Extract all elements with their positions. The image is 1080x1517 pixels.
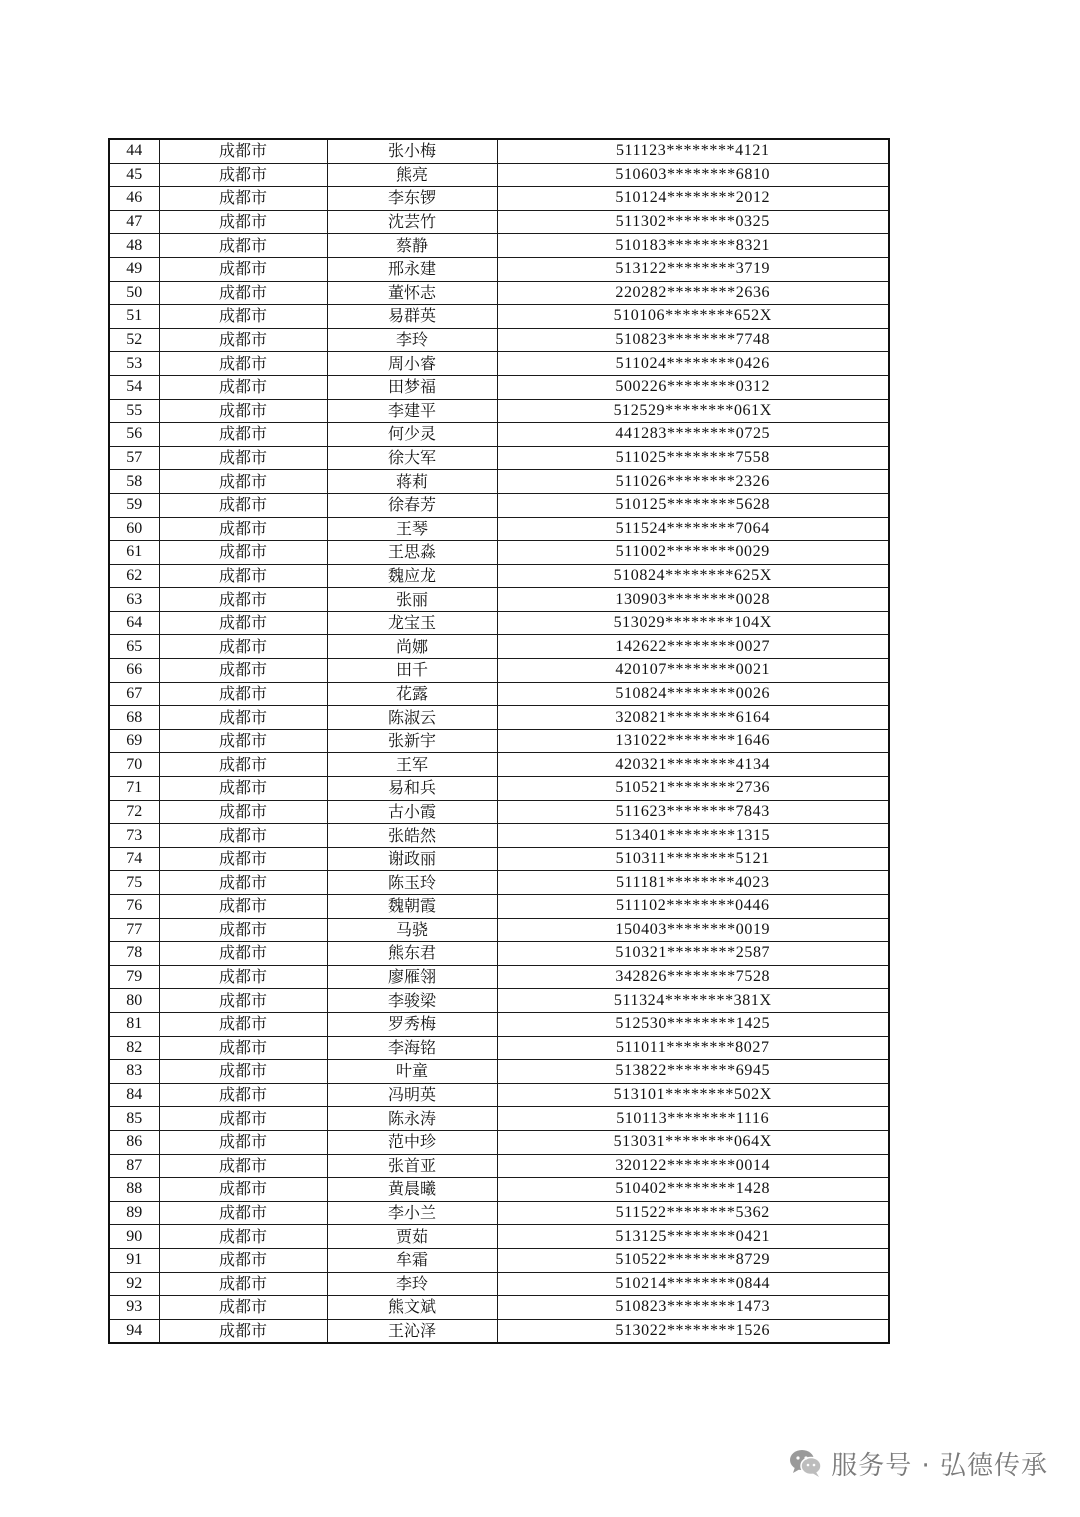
name-cell: 叶童 (327, 1060, 497, 1084)
name-cell: 牟霜 (327, 1248, 497, 1272)
row-number: 76 (109, 895, 159, 919)
table-row (109, 564, 889, 588)
name-cell: 王思淼 (327, 541, 497, 565)
name-cell: 张皓然 (327, 824, 497, 848)
table-row (109, 1248, 889, 1272)
city-cell: 成都市 (159, 541, 327, 565)
table-row (109, 824, 889, 848)
row-number: 54 (109, 375, 159, 399)
row-number: 63 (109, 588, 159, 612)
city-cell: 成都市 (159, 777, 327, 801)
city-cell: 成都市 (159, 399, 327, 423)
id-number-cell: 510321********2587 (497, 942, 889, 966)
name-cell: 周小睿 (327, 352, 497, 376)
name-cell: 董怀志 (327, 281, 497, 305)
row-number: 58 (109, 470, 159, 494)
table-row (109, 1107, 889, 1131)
city-cell: 成都市 (159, 965, 327, 989)
id-number-cell: 510124********2012 (497, 187, 889, 211)
city-cell: 成都市 (159, 1296, 327, 1320)
city-cell: 成都市 (159, 895, 327, 919)
name-cell: 陈淑云 (327, 706, 497, 730)
table-row (109, 493, 889, 517)
city-cell: 成都市 (159, 871, 327, 895)
city-cell: 成都市 (159, 375, 327, 399)
name-cell: 熊东君 (327, 942, 497, 966)
id-number-cell: 441283********0725 (497, 423, 889, 447)
name-cell: 尚娜 (327, 635, 497, 659)
city-cell: 成都市 (159, 470, 327, 494)
city-cell: 成都市 (159, 564, 327, 588)
city-cell: 成都市 (159, 163, 327, 187)
row-number: 44 (109, 139, 159, 163)
row-number: 92 (109, 1272, 159, 1296)
row-number: 59 (109, 493, 159, 517)
id-number-cell: 510106********652X (497, 305, 889, 329)
name-cell: 徐大军 (327, 446, 497, 470)
name-cell: 贾茹 (327, 1225, 497, 1249)
table-row (109, 328, 889, 352)
id-number-cell: 131022********1646 (497, 729, 889, 753)
id-number-cell: 420107********0021 (497, 659, 889, 683)
row-number: 49 (109, 257, 159, 281)
table-row (109, 517, 889, 541)
row-number: 75 (109, 871, 159, 895)
city-cell: 成都市 (159, 1201, 327, 1225)
name-cell: 谢政丽 (327, 847, 497, 871)
table-row (109, 423, 889, 447)
city-cell: 成都市 (159, 588, 327, 612)
table-row (109, 257, 889, 281)
table-row (109, 1272, 889, 1296)
name-cell: 范中珍 (327, 1130, 497, 1154)
row-number: 45 (109, 163, 159, 187)
row-number: 56 (109, 423, 159, 447)
row-number: 52 (109, 328, 159, 352)
id-number-cell: 512529********061X (497, 399, 889, 423)
city-cell: 成都市 (159, 517, 327, 541)
table-row (109, 210, 889, 234)
id-number-cell: 420321********4134 (497, 753, 889, 777)
city-cell: 成都市 (159, 824, 327, 848)
id-number-cell: 511522********5362 (497, 1201, 889, 1225)
id-number-cell: 513029********104X (497, 611, 889, 635)
name-cell: 张丽 (327, 588, 497, 612)
id-number-cell: 511011********8027 (497, 1036, 889, 1060)
table-row (109, 1296, 889, 1320)
name-cell: 廖雁翎 (327, 965, 497, 989)
city-cell: 成都市 (159, 493, 327, 517)
table-row (109, 965, 889, 989)
name-cell: 蒋莉 (327, 470, 497, 494)
city-cell: 成都市 (159, 187, 327, 211)
city-cell: 成都市 (159, 446, 327, 470)
city-cell: 成都市 (159, 1036, 327, 1060)
city-cell: 成都市 (159, 139, 327, 163)
row-number: 51 (109, 305, 159, 329)
table-row (109, 352, 889, 376)
id-number-cell: 510402********1428 (497, 1178, 889, 1202)
id-number-cell: 511302********0325 (497, 210, 889, 234)
id-number-cell: 511002********0029 (497, 541, 889, 565)
id-number-cell: 510521********2736 (497, 777, 889, 801)
name-cell: 李海铭 (327, 1036, 497, 1060)
city-cell: 成都市 (159, 847, 327, 871)
id-number-cell: 510522********8729 (497, 1248, 889, 1272)
id-number-cell: 342826********7528 (497, 965, 889, 989)
id-number-cell: 510113********1116 (497, 1107, 889, 1131)
row-number: 77 (109, 918, 159, 942)
id-number-cell: 320122********0014 (497, 1154, 889, 1178)
name-cell: 罗秀梅 (327, 1012, 497, 1036)
id-number-cell: 510214********0844 (497, 1272, 889, 1296)
row-number: 89 (109, 1201, 159, 1225)
name-cell: 张新宇 (327, 729, 497, 753)
table-row (109, 305, 889, 329)
row-number: 78 (109, 942, 159, 966)
city-cell: 成都市 (159, 918, 327, 942)
id-number-cell: 510824********0026 (497, 682, 889, 706)
row-number: 88 (109, 1178, 159, 1202)
row-number: 50 (109, 281, 159, 305)
id-number-cell: 511324********381X (497, 989, 889, 1013)
table-row (109, 895, 889, 919)
id-number-cell: 512530********1425 (497, 1012, 889, 1036)
name-cell: 古小霞 (327, 800, 497, 824)
id-number-cell: 510603********6810 (497, 163, 889, 187)
row-number: 62 (109, 564, 159, 588)
name-cell: 陈玉玲 (327, 871, 497, 895)
name-cell: 黄晨曦 (327, 1178, 497, 1202)
name-cell: 王琴 (327, 517, 497, 541)
name-cell: 李玲 (327, 1272, 497, 1296)
city-cell: 成都市 (159, 942, 327, 966)
id-number-cell: 513125********0421 (497, 1225, 889, 1249)
row-number: 90 (109, 1225, 159, 1249)
table-row (109, 1201, 889, 1225)
wechat-logo-icon (789, 1448, 823, 1478)
id-number-cell: 511026********2326 (497, 470, 889, 494)
city-cell: 成都市 (159, 1225, 327, 1249)
id-number-cell: 511524********7064 (497, 517, 889, 541)
name-cell: 何少灵 (327, 423, 497, 447)
table-row (109, 541, 889, 565)
name-cell: 熊亮 (327, 163, 497, 187)
table-row (109, 1178, 889, 1202)
row-number: 85 (109, 1107, 159, 1131)
name-cell: 蔡静 (327, 234, 497, 258)
row-number: 84 (109, 1083, 159, 1107)
city-cell: 成都市 (159, 1060, 327, 1084)
city-cell: 成都市 (159, 1178, 327, 1202)
table-row (109, 942, 889, 966)
name-cell: 马骁 (327, 918, 497, 942)
name-cell: 陈永涛 (327, 1107, 497, 1131)
id-number-cell: 220282********2636 (497, 281, 889, 305)
table-row (109, 847, 889, 871)
city-cell: 成都市 (159, 1319, 327, 1343)
city-cell: 成都市 (159, 989, 327, 1013)
table-row (109, 1154, 889, 1178)
table-row (109, 399, 889, 423)
row-number: 83 (109, 1060, 159, 1084)
city-cell: 成都市 (159, 281, 327, 305)
id-number-cell: 511102********0446 (497, 895, 889, 919)
table-row (109, 871, 889, 895)
name-cell: 张首亚 (327, 1154, 497, 1178)
id-number-cell: 513101********502X (497, 1083, 889, 1107)
row-number: 69 (109, 729, 159, 753)
name-cell: 花露 (327, 682, 497, 706)
table-row (109, 1060, 889, 1084)
id-number-cell: 150403********0019 (497, 918, 889, 942)
id-number-cell: 511181********4023 (497, 871, 889, 895)
table-row (109, 139, 889, 163)
city-cell: 成都市 (159, 729, 327, 753)
row-number: 94 (109, 1319, 159, 1343)
id-number-cell: 510125********5628 (497, 493, 889, 517)
row-number: 79 (109, 965, 159, 989)
id-number-cell: 511623********7843 (497, 800, 889, 824)
city-cell: 成都市 (159, 1248, 327, 1272)
name-cell: 田千 (327, 659, 497, 683)
name-cell: 李建平 (327, 399, 497, 423)
city-cell: 成都市 (159, 234, 327, 258)
table-row (109, 989, 889, 1013)
table-row (109, 281, 889, 305)
id-number-cell: 142622********0027 (497, 635, 889, 659)
roster-table (108, 138, 890, 1344)
city-cell: 成都市 (159, 1130, 327, 1154)
name-cell: 李小兰 (327, 1201, 497, 1225)
row-number: 65 (109, 635, 159, 659)
row-number: 86 (109, 1130, 159, 1154)
table-row (109, 1036, 889, 1060)
table-row (109, 659, 889, 683)
city-cell: 成都市 (159, 328, 327, 352)
table-row (109, 918, 889, 942)
city-cell: 成都市 (159, 1107, 327, 1131)
name-cell: 龙宝玉 (327, 611, 497, 635)
city-cell: 成都市 (159, 659, 327, 683)
watermark (789, 1443, 1048, 1483)
row-number: 66 (109, 659, 159, 683)
watermark-text: 服务号 · 弘德传承 (831, 1450, 1048, 1481)
row-number: 57 (109, 446, 159, 470)
table-row (109, 1225, 889, 1249)
name-cell: 王沁泽 (327, 1319, 497, 1343)
row-number: 74 (109, 847, 159, 871)
row-number: 93 (109, 1296, 159, 1320)
table-row (109, 234, 889, 258)
row-number: 82 (109, 1036, 159, 1060)
name-cell: 魏应龙 (327, 564, 497, 588)
id-number-cell: 511123********4121 (497, 139, 889, 163)
table-row (109, 635, 889, 659)
row-number: 68 (109, 706, 159, 730)
id-number-cell: 130903********0028 (497, 588, 889, 612)
city-cell: 成都市 (159, 800, 327, 824)
name-cell: 张小梅 (327, 139, 497, 163)
city-cell: 成都市 (159, 352, 327, 376)
row-number: 87 (109, 1154, 159, 1178)
city-cell: 成都市 (159, 1272, 327, 1296)
name-cell: 李玲 (327, 328, 497, 352)
row-number: 71 (109, 777, 159, 801)
id-number-cell: 510823********1473 (497, 1296, 889, 1320)
city-cell: 成都市 (159, 1154, 327, 1178)
city-cell: 成都市 (159, 682, 327, 706)
table-row (109, 682, 889, 706)
row-number: 70 (109, 753, 159, 777)
table-row (109, 753, 889, 777)
city-cell: 成都市 (159, 1083, 327, 1107)
table-row (109, 470, 889, 494)
id-number-cell: 511024********0426 (497, 352, 889, 376)
id-number-cell: 513822********6945 (497, 1060, 889, 1084)
id-number-cell: 510311********5121 (497, 847, 889, 871)
id-number-cell: 513031********064X (497, 1130, 889, 1154)
id-number-cell: 513022********1526 (497, 1319, 889, 1343)
table-row (109, 1012, 889, 1036)
row-number: 73 (109, 824, 159, 848)
city-cell: 成都市 (159, 753, 327, 777)
row-number: 60 (109, 517, 159, 541)
table-row (109, 1130, 889, 1154)
name-cell: 冯明英 (327, 1083, 497, 1107)
id-number-cell: 510183********8321 (497, 234, 889, 258)
row-number: 47 (109, 210, 159, 234)
name-cell: 李骏梁 (327, 989, 497, 1013)
row-number: 80 (109, 989, 159, 1013)
city-cell: 成都市 (159, 257, 327, 281)
city-cell: 成都市 (159, 611, 327, 635)
table-row (109, 187, 889, 211)
roster-table-body (109, 139, 889, 1343)
table-row (109, 706, 889, 730)
document-sheet (108, 138, 888, 1344)
row-number: 81 (109, 1012, 159, 1036)
row-number: 67 (109, 682, 159, 706)
city-cell: 成都市 (159, 305, 327, 329)
id-number-cell: 320821********6164 (497, 706, 889, 730)
row-number: 53 (109, 352, 159, 376)
name-cell: 沈芸竹 (327, 210, 497, 234)
id-number-cell: 511025********7558 (497, 446, 889, 470)
row-number: 64 (109, 611, 159, 635)
name-cell: 易群英 (327, 305, 497, 329)
table-row (109, 1083, 889, 1107)
city-cell: 成都市 (159, 1012, 327, 1036)
table-row (109, 611, 889, 635)
name-cell: 李东锣 (327, 187, 497, 211)
table-row (109, 375, 889, 399)
name-cell: 邢永建 (327, 257, 497, 281)
table-row (109, 800, 889, 824)
table-row (109, 588, 889, 612)
city-cell: 成都市 (159, 706, 327, 730)
row-number: 72 (109, 800, 159, 824)
id-number-cell: 513122********3719 (497, 257, 889, 281)
row-number: 48 (109, 234, 159, 258)
table-row (109, 163, 889, 187)
city-cell: 成都市 (159, 423, 327, 447)
row-number: 91 (109, 1248, 159, 1272)
name-cell: 徐春芳 (327, 493, 497, 517)
id-number-cell: 500226********0312 (497, 375, 889, 399)
table-row (109, 777, 889, 801)
row-number: 55 (109, 399, 159, 423)
name-cell: 魏朝霞 (327, 895, 497, 919)
city-cell: 成都市 (159, 210, 327, 234)
table-row (109, 1319, 889, 1343)
table-row (109, 446, 889, 470)
name-cell: 易和兵 (327, 777, 497, 801)
row-number: 61 (109, 541, 159, 565)
name-cell: 田梦福 (327, 375, 497, 399)
id-number-cell: 513401********1315 (497, 824, 889, 848)
id-number-cell: 510823********7748 (497, 328, 889, 352)
name-cell: 王军 (327, 753, 497, 777)
id-number-cell: 510824********625X (497, 564, 889, 588)
city-cell: 成都市 (159, 635, 327, 659)
row-number: 46 (109, 187, 159, 211)
table-row (109, 729, 889, 753)
name-cell: 熊文斌 (327, 1296, 497, 1320)
